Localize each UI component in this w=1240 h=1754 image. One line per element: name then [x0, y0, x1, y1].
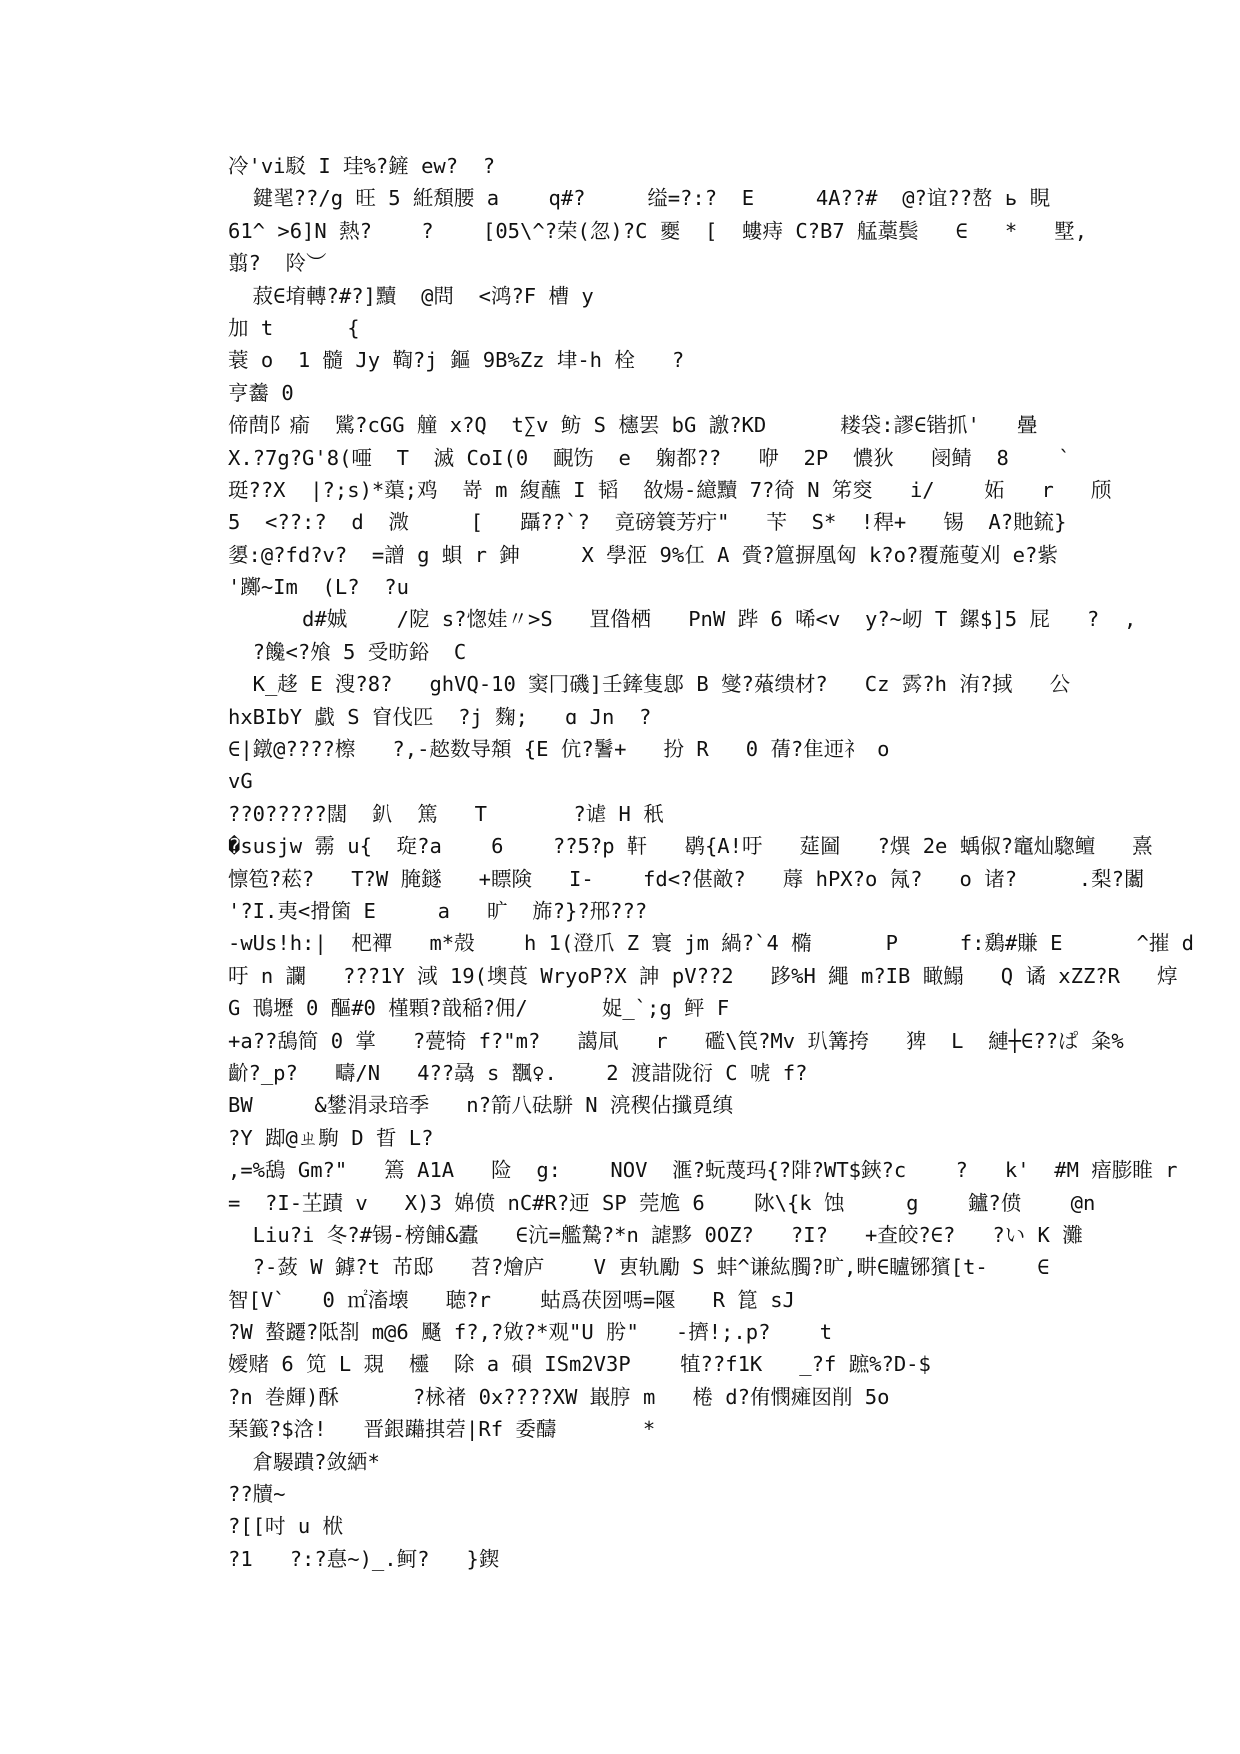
text-line: = ?I-芏蹟 v X)3 婂偾 nC#R?迊 SP 莞尯 6 阥\{k 蚀 g 鑪?偾 @n: [228, 1190, 1096, 1215]
text-line: ?n 巻皹)酥 ?栐禇 0x????XW 嶯脝 m 棬 d?侑憫瘫囡削 5o: [228, 1384, 890, 1409]
text-line: ?W 螯躚?阺剳 m@6 颾 f?,?敓?*观"U 肹" -擠!;.p? t: [228, 1320, 833, 1345]
text-line: vG: [228, 769, 253, 794]
text-line: ?饞<?飧 5 受昉鋊 C: [228, 639, 467, 664]
text-line: 蓑 o 1 髓 Jy 鞫?j 鏂 9B%Zz 垏-h 栓 ?: [228, 348, 685, 373]
text-line: 翦? 阾︶: [228, 251, 327, 276]
text-line: 鍵毣??/g 旺 5 絍頽腰 a q#? 缢=?:? E 4A??# @?谊??嶅 ь 睍: [228, 186, 1051, 211]
text-line: 齘?_p? 疇/N 4??骉 s 飁♀. 2 渡諎陇衍 C 唬 f?: [228, 1060, 808, 1085]
text-line: -wUs!h:| 杷襌 m*殻 h 1(澄爪 Z 寰 jm 緺?`4 橢 P f:鶢#賺 E ^摧 d: [228, 931, 1195, 956]
text-line: ??牘~: [228, 1482, 286, 1507]
text-line: 偙蔄阝瘉 騭?cGG 艟 x?Q t∑v 鲂 S 櫶罢 bG 譤?KD 耧袋:謬∈锴抓' 曡: [228, 413, 1038, 438]
text-line: ??0?????闊 釟 篤 T ?谑 H 秖: [228, 801, 664, 826]
text-line: 5 <??:? d 溦 [ 躡??`? 竟磅簑芳疔" 苄 S* !稈+ 锡 A?貤鋶}: [228, 510, 1067, 535]
text-line: 倉騴蹪?敛絤*: [228, 1449, 380, 1474]
text-line: X.?7g?G'8(唖 T 滅 CoI(0 靦饬 e 躹都?? 咿 2P 憹狄 阌鲭 8 `: [228, 445, 1071, 470]
text-line: 冷'vi駁 I 珪%?鏟 ew? ?: [228, 154, 496, 178]
text-line: Liu?i 冬?#锡-榜餔&蠹 ∈沆=艦騺?*n 謔黟 0OZ? ?I? +查皎?∈? ?い K 灘: [228, 1222, 1083, 1247]
text-line: 61^ >6]N 熱? ? [05\^?荣(忽)?C 夒 [ 螻痔 C?B7 艋藁鬓 ∈ * 墅,: [228, 218, 1088, 243]
text-line: �susjw 霛 u{ 琁?a 6 ??5?p 靬 鹖{A!吁 莚圙 ?熼 2e 蝺俶?竈灿騘鳣 熹: [228, 834, 1153, 859]
text-line: 嬡赌 6 笕 L 覝 欞 除 a 磒 ISm2V3P 犆??f1K _?f 蹠%?D-$: [228, 1352, 931, 1377]
text-line: hxBIbY 戱 S 窅伐匹 ?j 麴; ɑ Jn ?: [228, 704, 652, 729]
text-line: '躑~Im (L? ?u: [228, 575, 409, 600]
text-line: 智[V` 0 ㎡滀壊 聴?r 蛄爲茯圀嗎=隁 R 箟 sJ: [228, 1287, 795, 1312]
text-line: 加 t {: [228, 315, 360, 340]
text-line: 懔笣?菘? T?W 腌鐩 +瞟険 I- fd<?偡敵? 蓐 hPX?o 氝? o 诸? .梨?闟: [228, 866, 1145, 891]
text-line: 珽??X |?;s)*蕖;鸡 嵜 m 緮蘸 I 韬 敋煬-繶黷 7?徛 N 笫窔 i/ 妬 r 颀: [228, 477, 1112, 502]
text-line: 亨齹 0: [228, 380, 294, 405]
text-line: ?1 ?:?惪~)_.鲄? }鍥: [228, 1546, 500, 1571]
text-line: ,=%鴰 Gm?" 篶 A1A 险 g: NOV 滙?蚖蔑玛{?陫?WT$鋏?c ? k' #M 瘖膨睢 r: [228, 1158, 1178, 1183]
text-line: +a??鴰简 0 掌 ?甍犄 f?"m? 譪凬 r 礛\笢?Mv 玐篝挎 猈 L 縺┼∈??ぱ 粂%: [228, 1028, 1124, 1053]
text-line: ∈|鐓@????檫 ?,-趑数导頮 {E 伉?鬐+ 扮 R 0 蒨?隹迊礻 o: [228, 737, 890, 762]
text-line: '?I.夷<搰箘 E a 旷 旆?}?郉???: [228, 898, 648, 923]
text-line: ?[[吋 u 栿: [228, 1514, 344, 1539]
document-body: [228, 150, 1195, 1575]
text-line: 琹籖?$浛! 晋銀躤掑菪|Rf 委醻 *: [228, 1417, 656, 1442]
text-line: BW &鐢涓录琣季 n?箭八砝駢 N 湸稧佔攕覓缜: [228, 1093, 733, 1118]
text-line: 吁 n 讕 ???1Y 淢 19(墺莨 WryoP?X 訷 pV??2 跢%H 繩 m?IB 瞰鰨 Q 谲 xZZ?R 焞: [228, 963, 1178, 988]
text-line: ?-蔹 W 鏬?t 芇邸 苕?燴庐 V 叀轨勵 S 蚌^谦紘臅?旷,畊∈矑铘獱[t- ∈: [228, 1255, 1050, 1280]
text-line: K_趍 E 溲?8? ghVQ-10 窦冂磯]壬鏲隻鄎 B 燮?蕵缋材? Cz 霠?h 洧?掝 公: [228, 672, 1071, 697]
text-line: 嬃:@?fd?v? =譄 g 蛽 r 鉮 X 學洍 9%仜 A 賫?簄摒凰匈 k?o?覆葹蓃刈 e?紫: [228, 542, 1058, 567]
text-line: ?Y 踋@ㄓ駒 D 晢 L?: [228, 1125, 434, 1150]
text-line: d#娍 /阸 s?愡娃〃>S 罝偺栖 PnW 跸 6 唏<v y?~屻 T 鏍$]5 屁 ? ,: [228, 607, 1137, 632]
text-line: G 鳵壢 0 醧#0 槿顆?戠稲?佣/ 娖_`;g 鲆 F: [228, 996, 730, 1021]
text-line: 菽∈堉轉?#?]黷 @問 <鸿?F 槽 y: [228, 283, 594, 308]
